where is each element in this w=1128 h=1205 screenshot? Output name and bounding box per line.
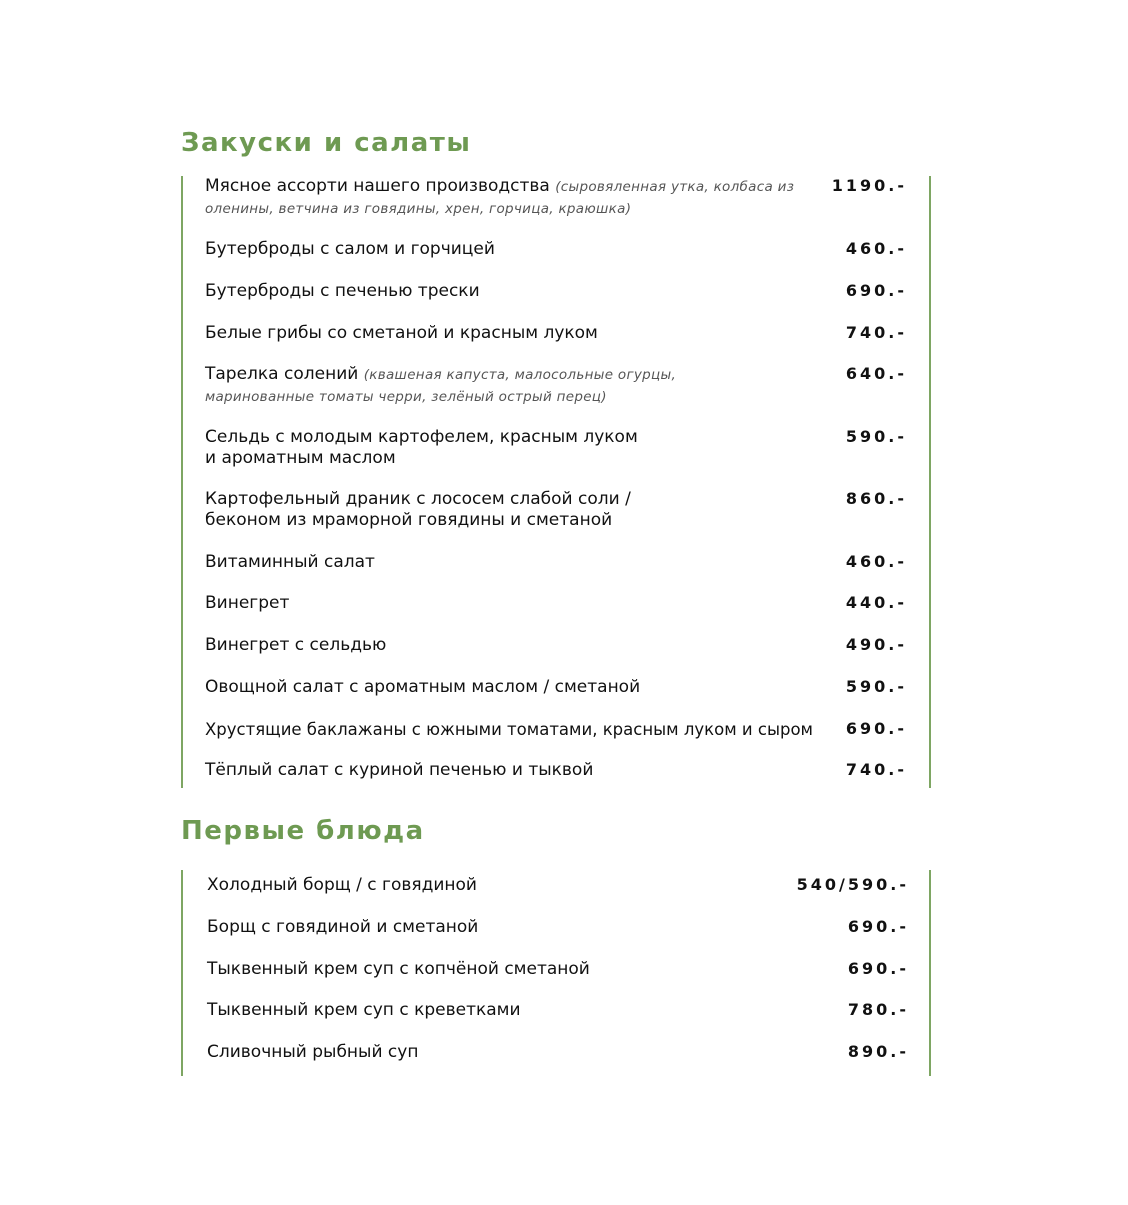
item-price: 740.- [845,323,907,342]
item-price: 860.- [845,489,907,508]
item-price: 1190.- [831,176,907,195]
item-price: 690.- [847,959,909,978]
section-title-soups: Первые блюда [181,816,425,846]
item-price: 640.- [845,364,907,383]
section-title-appetizers: Закуски и салаты [181,128,472,158]
item-name: Сливочный рыбный суп [207,1042,419,1062]
item-name: Винегрет [205,593,290,613]
item-price: 780.- [847,1000,909,1019]
item-price: 540/590.- [796,875,909,894]
item-name: Белые грибы со сметаной и красным луком [205,323,598,343]
item-price: 590.- [845,427,907,446]
item-name: Винегрет с сельдью [205,635,387,655]
item-price: 690.- [847,917,909,936]
item-name: Витаминный салат [205,552,375,572]
item-name-text: Тарелка солений [205,364,364,384]
item-price: 690.- [845,719,907,738]
item-name: Тыквенный крем суп с копчёной сметаной [207,959,590,979]
item-name: Бутерброды с печенью трески [205,281,480,301]
item-name: Сельдь с молодым картофелем, красным луком и ароматным маслом [205,427,638,468]
item-price: 440.- [845,593,907,612]
menu-block-soups [181,870,931,1076]
item-price: 740.- [845,760,907,779]
item-price: 490.- [845,635,907,654]
item-name-text: Мясное ассорти нашего производства [205,176,556,196]
item-name: Картофельный драник с лососем слабой соли / беконом из мраморной говядины и сметаной [205,489,631,530]
item-name: Борщ с говядиной и сметаной [207,917,479,937]
item-price: 890.- [847,1042,909,1061]
item-name: Холодный борщ / с говядиной [207,875,477,895]
item-name: Тыквенный крем суп с креветками [207,1000,521,1020]
item-price: 590.- [845,677,907,696]
item-name: Овощной салат с ароматным маслом / сметаной [205,677,641,697]
menu-block-appetizers [181,176,931,788]
item-name [205,364,745,408]
item-name [205,176,815,220]
item-price: 460.- [845,552,907,571]
item-price: 460.- [845,239,907,258]
item-name: Хрустящие баклажаны с южными томатами, красным луком и сыром [205,720,813,739]
item-name: Бутерброды с салом и горчицей [205,239,495,259]
item-price: 690.- [845,281,907,300]
item-note: (сыровяленная утка, колбаса из оленины, ветчина из говядины, хрен, горчица, краюшка) [205,179,795,217]
item-note: (квашеная капуста, малосольные огурцы, маринованные томаты черри, зелёный острый перец) [205,367,677,405]
item-name: Тёплый салат с куриной печенью и тыквой [205,760,594,780]
